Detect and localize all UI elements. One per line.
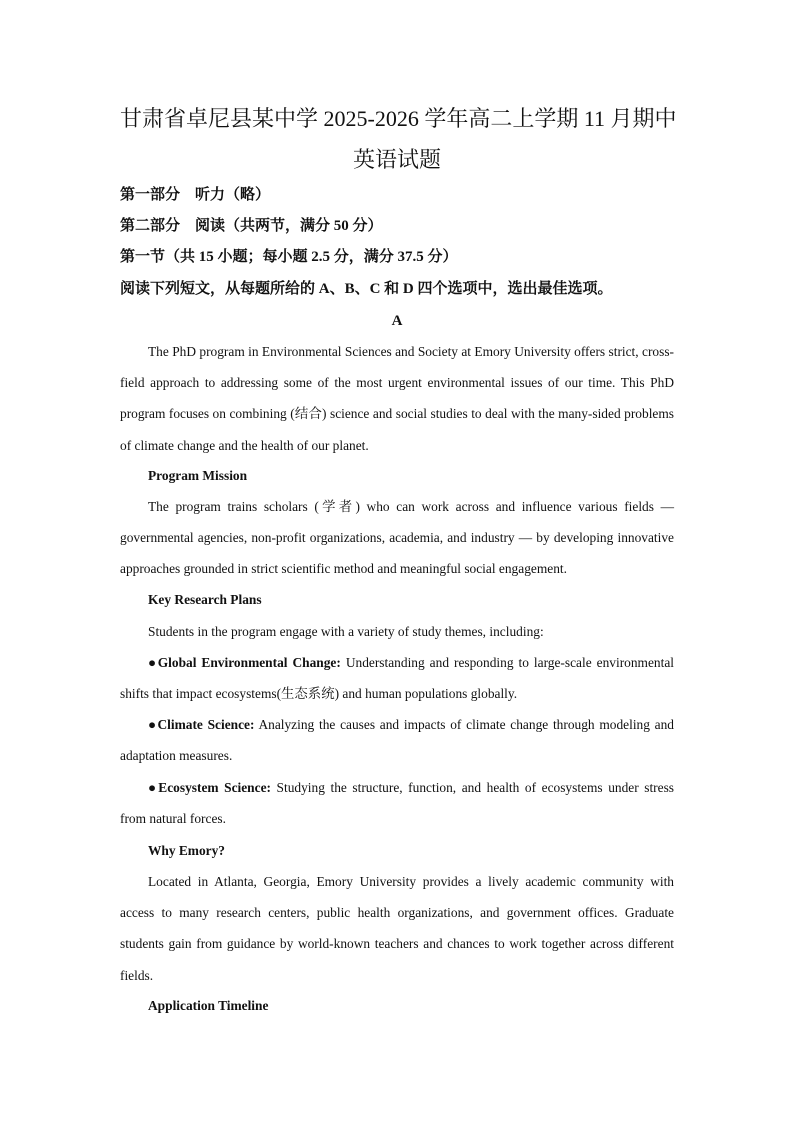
mission-heading: Program Mission — [148, 468, 248, 483]
bullet-text: Understanding and responding to large-scale environmental shifts that impact ecosystems(生态系统) and human populations globally. — [120, 655, 674, 702]
mission-paragraph: The program trains scholars (学者) who can work across and influence various fields — governmental agencies, non-profit organizations, academia, and industry — by developing innovative approaches grounded in strict scientific method and meaningful social engagement. — [120, 499, 674, 577]
why-heading: Why Emory? — [148, 843, 225, 858]
instruction-text: 阅读下列短文，从每题所给的 A、B、C 和 D 四个选项中，选出最佳选项。 — [120, 281, 613, 297]
bullet-text: Analyzing the causes and impacts of climate change through modeling and adaptation measures. — [120, 717, 675, 764]
section1-heading: 第一节（共 15 小题；每小题 2.5 分，满分 37.5 分） — [120, 249, 458, 265]
timeline-heading: Application Timeline — [148, 998, 269, 1013]
intro-paragraph: The PhD program in Environmental Sciences and Society at Emory University offers strict, cross-field approach to addressing some of the most urgent environmental issues of our time. This PhD program focuses on combining (结合) science and social studies to deal with the many-sided problems of climate change and the health of our planet. — [120, 344, 674, 453]
bullet-label: ●Climate Science: — [148, 717, 255, 732]
bullet-label: ●Ecosystem Science: — [148, 780, 271, 795]
bullet-item — [120, 772, 674, 834]
why-paragraph: Located in Atlanta, Georgia, Emory University provides a lively academic community with access to many research centers, public health organizations, and government offices. Graduate students gain from guidance by world-known teachers and chances to work together across different fields. — [120, 874, 674, 983]
bullet-item — [120, 647, 674, 709]
bullet-item — [120, 709, 674, 771]
research-intro: Students in the program engage with a variety of study themes, including: — [148, 624, 544, 639]
exam-subtitle: 英语试题 — [352, 147, 441, 172]
exam-title: 甘肃省卓尼县某中学 2025-2026 学年高二上学期 11 月期中 — [120, 106, 677, 131]
passage-letter: A — [391, 313, 403, 329]
research-heading: Key Research Plans — [148, 592, 262, 607]
bullet-text: Studying the structure, function, and health of ecosystems under stress from natural forces. — [120, 780, 675, 827]
bullet-label: ●Global Environmental Change: — [148, 655, 341, 670]
part2-heading: 第二部分 阅读（共两节，满分 50 分） — [120, 218, 383, 234]
part1-heading: 第一部分 听力（略） — [120, 187, 271, 203]
